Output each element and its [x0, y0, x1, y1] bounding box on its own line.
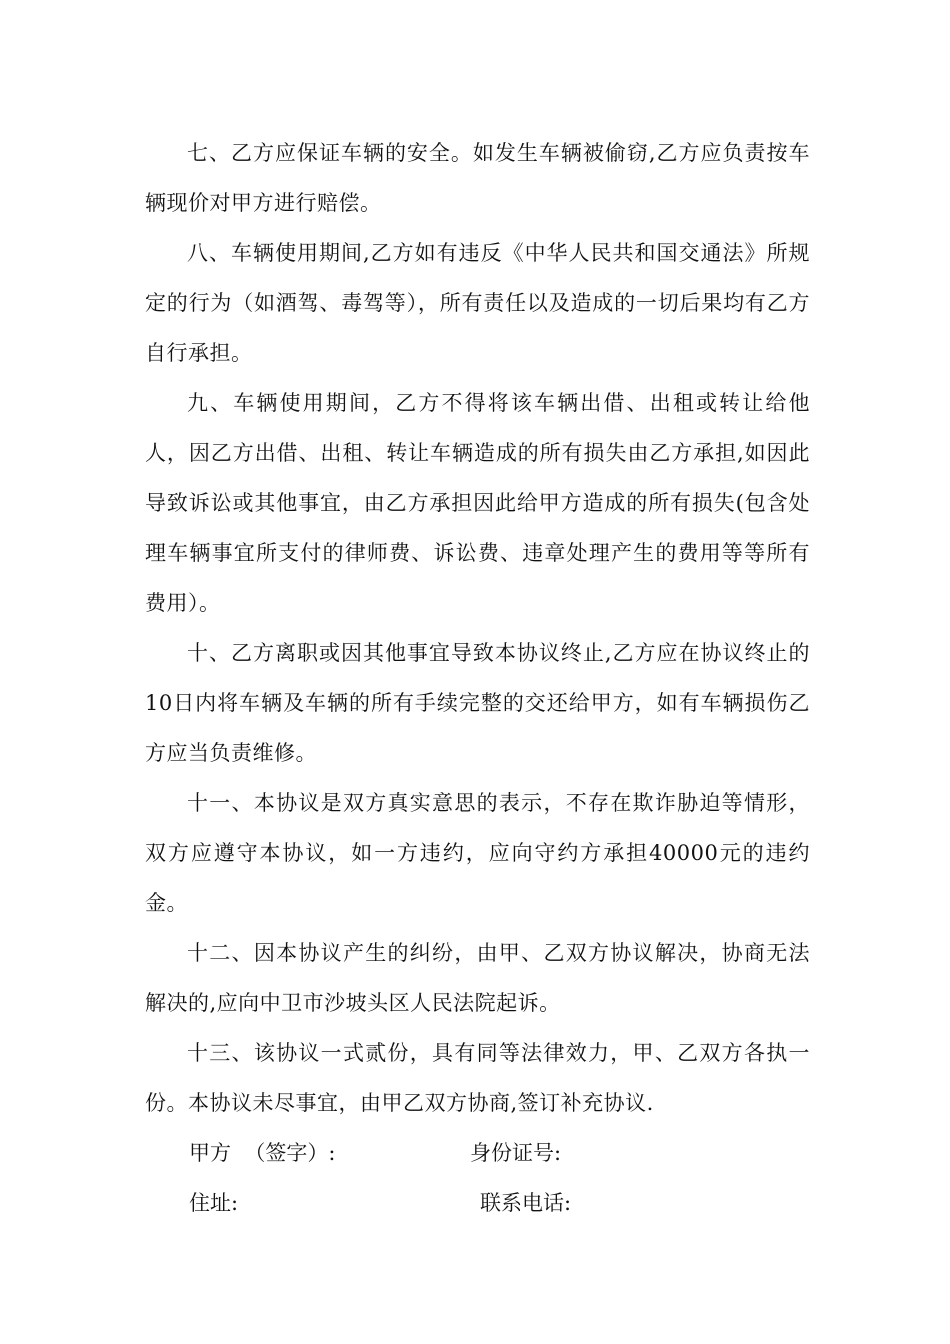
document-body [145, 128, 810, 1228]
clause-8: 八、车辆使用期间,乙方如有违反《中华人民共和国交通法》所规定的行为（如酒驾、毒驾等），所有责任以及造成的一切后果均有乙方自行承担。 [145, 241, 810, 365]
clause-7: 七、乙方应保证车辆的安全。如发生车辆被偷窃,乙方应负责按车辆现价对甲方进行赔偿。 [145, 141, 810, 215]
signature-row-2 [145, 1178, 810, 1228]
clause-10: 十、乙方离职或因其他事宜导致本协议终止,乙方应在协议终止的10日内将车辆及车辆的所有手续完整的交还给甲方，如有车辆损伤乙方应当负责维修。 [145, 641, 810, 765]
clause-13: 十三、该协议一式贰份，具有同等法律效力，甲、乙双方各执一份。本协议未尽事宜，由甲乙双方协商,签订补充协议. [145, 1041, 810, 1115]
clause-12: 十二、因本协议产生的纠纷，由甲、乙双方协议解决，协商无法解决的,应向中卫市沙坡头区人民法院起诉。 [145, 941, 810, 1015]
address-label: 住址: [189, 1191, 239, 1215]
id-number-label: 身份证号: [470, 1141, 562, 1165]
party-a-signature-label: 甲方 （签字）: [189, 1141, 336, 1165]
clause-9: 九、车辆使用期间，乙方不得将该车辆出借、出租或转让给他人，因乙方出借、出租、转让车辆造成的所有损失由乙方承担,如因此导致诉讼或其他事宜，由乙方承担因此给甲方造成的所有损失(包含处理车辆事宜所支付的律师费、诉讼费、违章处理产生的费用等等所有费用）。 [145, 391, 810, 615]
phone-label: 联系电话: [480, 1191, 572, 1215]
signature-row-1 [145, 1128, 810, 1178]
clause-11: 十一、本协议是双方真实意思的表示，不存在欺诈胁迫等情形，双方应遵守本协议，如一方违约，应向守约方承担40000元的违约金。 [145, 791, 810, 915]
